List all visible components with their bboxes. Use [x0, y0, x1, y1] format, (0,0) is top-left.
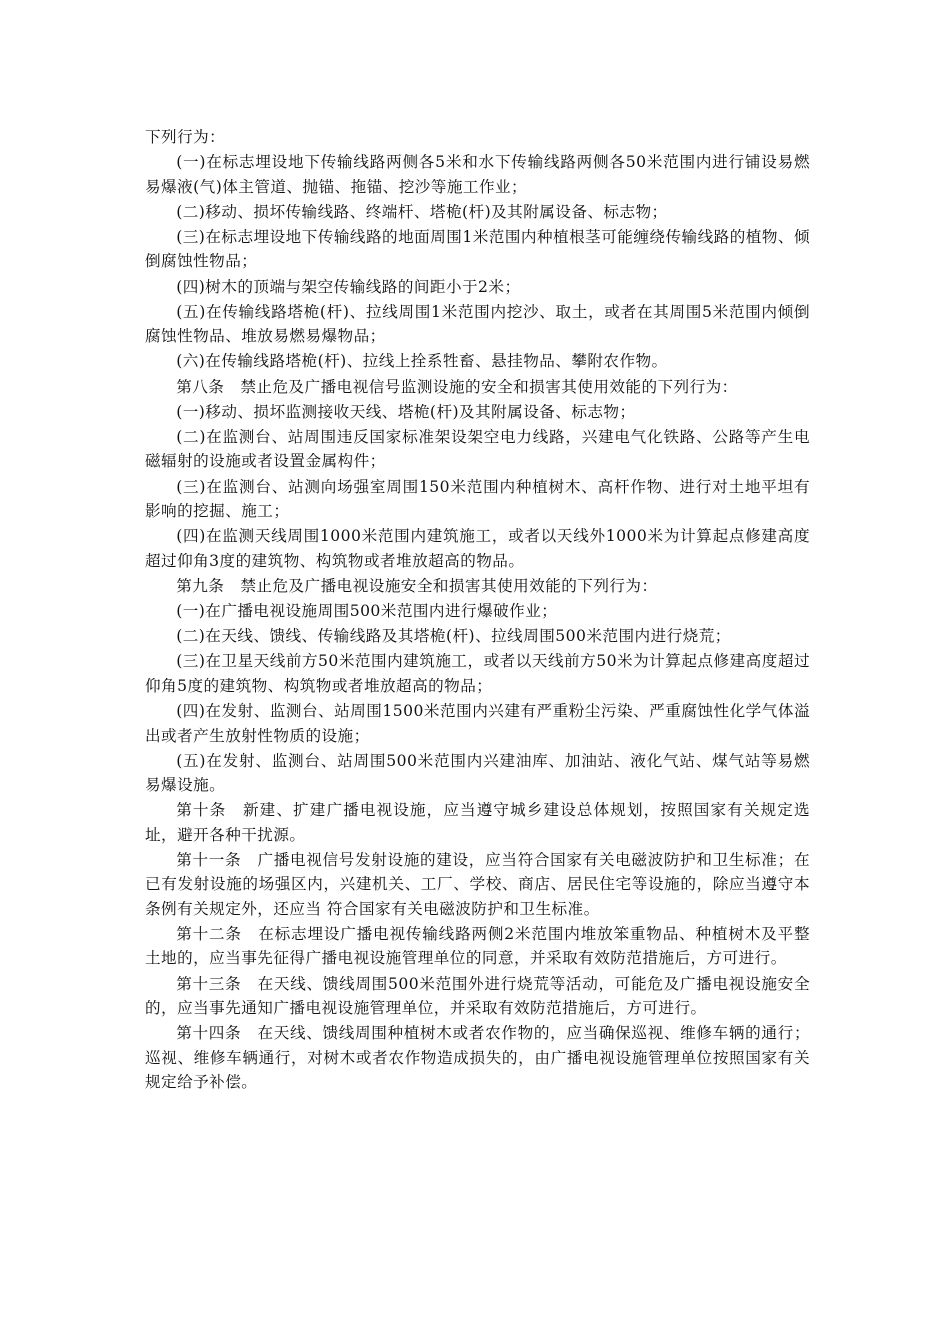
paragraph: (二)在监测台、站周围违反国家标准架设架空电力线路，兴建电气化铁路、公路等产生电磁辐射的设施或者设置金属构件； [145, 428, 810, 471]
paragraph: (五)在发射、监测台、站周围500米范围内兴建油库、加油站、液化气站、煤气站等易燃易爆设施。 [145, 751, 810, 795]
article-paragraph: 第十一条 广播电视信号发射设施的建设，应当符合国家有关电磁波防护和卫生标准；在已有发射设施的场强区内，兴建机关、工厂、学校、商店、居民住宅等设施的，除应当遵守本条例有关规定外，还应当 符合国家有关电磁波防护和卫生标准。 [145, 850, 810, 918]
paragraph: (二)在天线、馈线、传输线路及其塔桅(杆)、拉线周围500米范围内进行烧荒； [176, 627, 731, 646]
paragraph: (四)树木的顶端与架空传输线路的间距小于2米； [176, 277, 521, 296]
paragraph: (一)在标志埋设地下传输线路两侧各5米和水下传输线路两侧各50米范围内进行铺设易燃易爆液(气)体主管道、抛锚、拖锚、挖沙等施工作业； [145, 153, 810, 196]
paragraph: 下列行为： [145, 128, 226, 146]
article-paragraph: 第十条 新建、扩建广播电视设施，应当遵守城乡建设总体规划，按照国家有关规定选址，避开各种干扰源。 [145, 801, 810, 844]
article-paragraph: 第十三条 在天线、馈线周围500米范围外进行烧荒等活动，可能危及广播电视设施安全的，应当事先通知广播电视设施管理单位，并采取有效防范措施后，方可进行。 [145, 974, 810, 1017]
article-heading-paragraph: 第八条 禁止危及广播电视信号监测设施的安全和损害其使用效能的下列行为： [176, 377, 738, 396]
paragraph: (四)在发射、监测台、站周围1500米范围内兴建有严重粉尘污染、严重腐蚀性化学气体溢出或者产生放射性物质的设施； [145, 702, 810, 745]
paragraph: (三)在标志埋设地下传输线路的地面周围1米范围内种植根茎可能缠绕传输线路的植物、倾倒腐蚀性物品； [145, 228, 810, 271]
paragraph: (一)移动、损坏监测接收天线、塔桅(杆)及其附属设备、标志物； [176, 402, 636, 421]
document-body [145, 125, 810, 1095]
paragraph: (一)在广播电视设施周围500米范围内进行爆破作业； [176, 602, 558, 621]
article-heading-paragraph: 第九条 禁止危及广播电视设施安全和损害其使用效能的下列行为： [176, 576, 658, 595]
paragraph: (六)在传输线路塔桅(杆)、拉线上拴系牲畜、悬挂物品、攀附农作物。 [176, 352, 668, 371]
paragraph: (五)在传输线路塔桅(杆)、拉线周围1米范围内挖沙、取土，或者在其周围5米范围内倾倒腐蚀性物品、堆放易燃易爆物品； [145, 302, 810, 346]
article-paragraph: 第十二条 在标志埋设广播电视传输线路两侧2米范围内堆放笨重物品、种植树木及平整土地的，应当事先征得广播电视设施管理单位的同意，并采取有效防范措施后，方可进行。 [145, 924, 810, 968]
paragraph: (四)在监测天线周围1000米范围内建筑施工，或者以天线外1000米为计算起点修建高度超过仰角3度的建筑物、构筑物或者堆放超高的物品。 [145, 527, 810, 570]
paragraph: (三)在监测台、站测向场强室周围150米范围内种植树木、高杆作物、进行对土地平坦有影响的挖掘、施工； [145, 477, 810, 521]
article-paragraph: 第十四条 在天线、馈线周围种植树木或者农作物的，应当确保巡视、维修车辆的通行；巡视、维修车辆通行，对树木或者农作物造成损失的，由广播电视设施管理单位按照国家有关规定给予补偿。 [145, 1024, 810, 1091]
paragraph: (二)移动、损坏传输线路、终端杆、塔桅(杆)及其附属设备、标志物； [176, 202, 668, 221]
paragraph: (三)在卫星天线前方50米范围内建筑施工，或者以天线前方50米为计算起点修建高度超过仰角5度的建筑物、构筑物或者堆放超高的物品； [145, 652, 810, 695]
